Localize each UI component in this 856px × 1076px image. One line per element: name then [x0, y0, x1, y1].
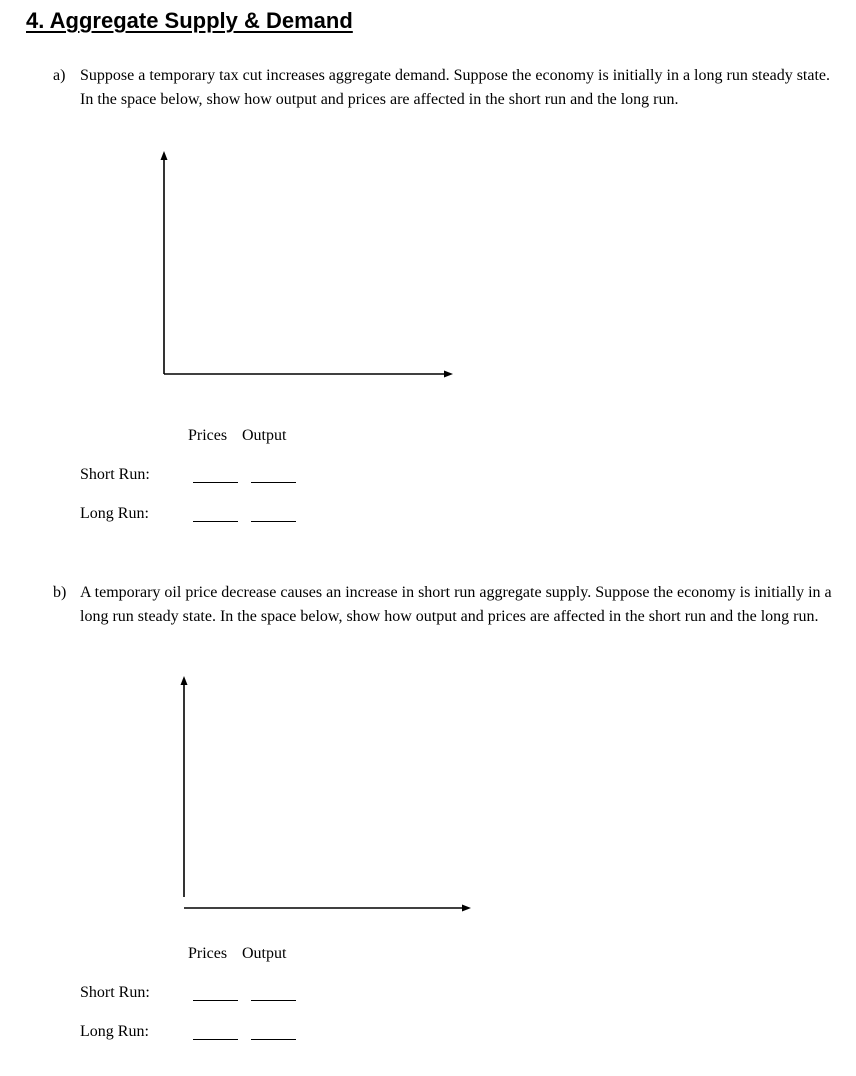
x-axis-arrow-icon	[462, 905, 471, 912]
column-header-prices: Prices	[188, 427, 228, 444]
long-run-prices-blank[interactable]	[193, 521, 238, 522]
row-label-long-run: Long Run:	[80, 1023, 149, 1040]
column-header-prices: Prices	[188, 945, 228, 962]
short-run-prices-blank[interactable]	[193, 482, 238, 483]
long-run-prices-blank[interactable]	[193, 1039, 238, 1040]
row-label-short-run: Short Run:	[80, 466, 150, 483]
graph-area-b[interactable]	[170, 675, 480, 920]
long-run-output-blank[interactable]	[251, 521, 296, 522]
graph-area-a[interactable]	[150, 150, 460, 380]
row-label-short-run: Short Run:	[80, 984, 150, 1001]
row-label-long-run: Long Run:	[80, 505, 149, 522]
x-axis-arrow-icon	[444, 371, 453, 378]
question-b-label: b)	[53, 584, 67, 601]
long-run-output-blank[interactable]	[251, 1039, 296, 1040]
question-b-text: A temporary oil price decrease causes an increase in short run aggregate supply. Suppose the economy is initially in a long run steady state. In the space below, show how output and prices are affected in the short run and the long run.	[80, 584, 832, 625]
y-axis-arrow-icon	[181, 676, 188, 685]
short-run-output-blank[interactable]	[251, 482, 296, 483]
short-run-prices-blank[interactable]	[193, 1000, 238, 1001]
y-axis-arrow-icon	[161, 151, 168, 160]
short-run-output-blank[interactable]	[251, 1000, 296, 1001]
column-header-output: Output	[242, 427, 287, 444]
column-header-output: Output	[242, 945, 287, 962]
section-heading: 4. Aggregate Supply & Demand	[26, 8, 353, 33]
question-a-text: Suppose a temporary tax cut increases aggregate demand. Suppose the economy is initially in a long run steady state. In the space below, show how output and prices are affected in the short run and the long run.	[80, 67, 831, 108]
question-a-label: a)	[53, 67, 66, 84]
